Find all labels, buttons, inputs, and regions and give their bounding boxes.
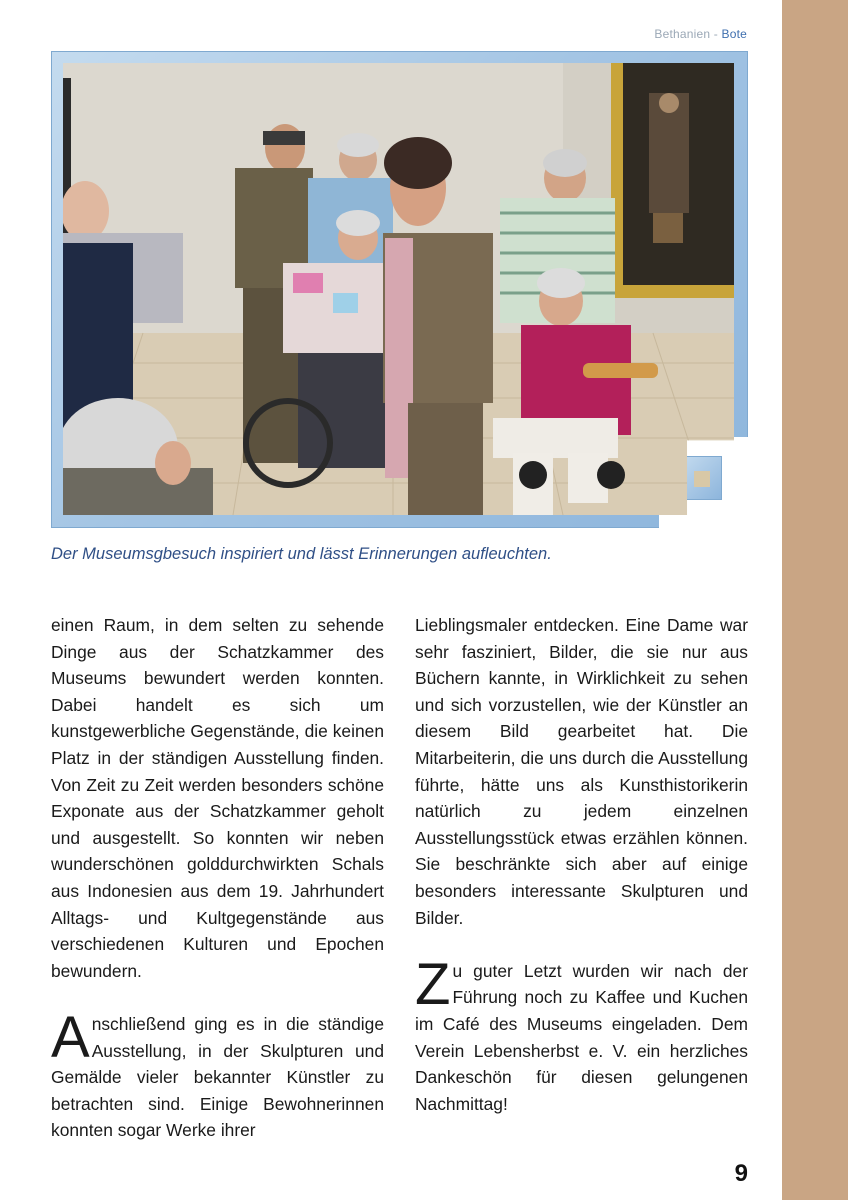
article-column-left [51, 612, 384, 1144]
drop-cap-letter: A [51, 1004, 90, 1070]
paragraph-text: u guter Letzt wurden wir nach der Führung noch zu Kaffee und Kuchen im Café des Museums eingeladen. Dem Verein Lebensherbst e. V. ein herzliches Dankeschön für diesen gelungenen Nachmittag! [415, 960, 748, 1114]
header-separator: - [710, 27, 722, 41]
drop-cap-letter: Z [415, 951, 451, 1017]
paragraph-text: nschließend ging es in die ständige Ausstellung, in der Skulpturen und Gemälde vieler bekannter Künstler zu betrachten sind. Einige Bewohnerinnen konnten sogar Werke ihrer [51, 1013, 384, 1141]
photo-caption: Der Museumsgbesuch inspiriert und lässt Erinnerungen aufleuchten. [51, 545, 552, 563]
paragraph-with-dropcap [51, 1004, 384, 1144]
running-header [654, 27, 747, 41]
side-color-bar [782, 0, 848, 1200]
paragraph: einen Raum, in dem selten zu sehende Dinge aus der Schatzkammer des Museums bewundert werden konnten. Dabei handelt es sich um kunstgewerbliche Gegenstände, die keinen Platz in der ständigen Ausstellung finden. Von Zeit zu Zeit werden besonders schöne Exponate aus der Schatzkammer geholt und ausgestellt. So konnten wir neben wunderschönen golddurchwirkten Schals aus Indonesien aus dem 19. Jahrhundert Alltags- und Kultgegenstände aus verschiedenen Kulturen und Epochen bewundern. [51, 615, 384, 981]
frame-decor-inner-square [694, 471, 710, 487]
page-number: 9 [734, 1160, 748, 1187]
museum-photo [63, 63, 734, 515]
paragraph-with-dropcap [415, 951, 748, 1118]
header-publication: Bethanien [654, 27, 711, 41]
paragraph: Lieblingsmaler entdecken. Eine Dame war sehr fasziniert, Bilder, die sie nur aus Büchern kannte, in Wirklichkeit zu sehen und sich vorzustellen, wie der Künstler an diesem Bild gearbeitet hat. Die Mitarbeiterin, die uns durch die Ausstellung führte, hätte uns als Kunsthistorikerin natürlich zu jedem einzelnen Ausstellungsstück etwas erzählen können. Sie beschränkte sich aber auf einige besonders interessante Skulpturen und Bilder. [415, 615, 748, 928]
article-column-right [415, 612, 748, 1117]
header-section: Bote [721, 27, 747, 41]
